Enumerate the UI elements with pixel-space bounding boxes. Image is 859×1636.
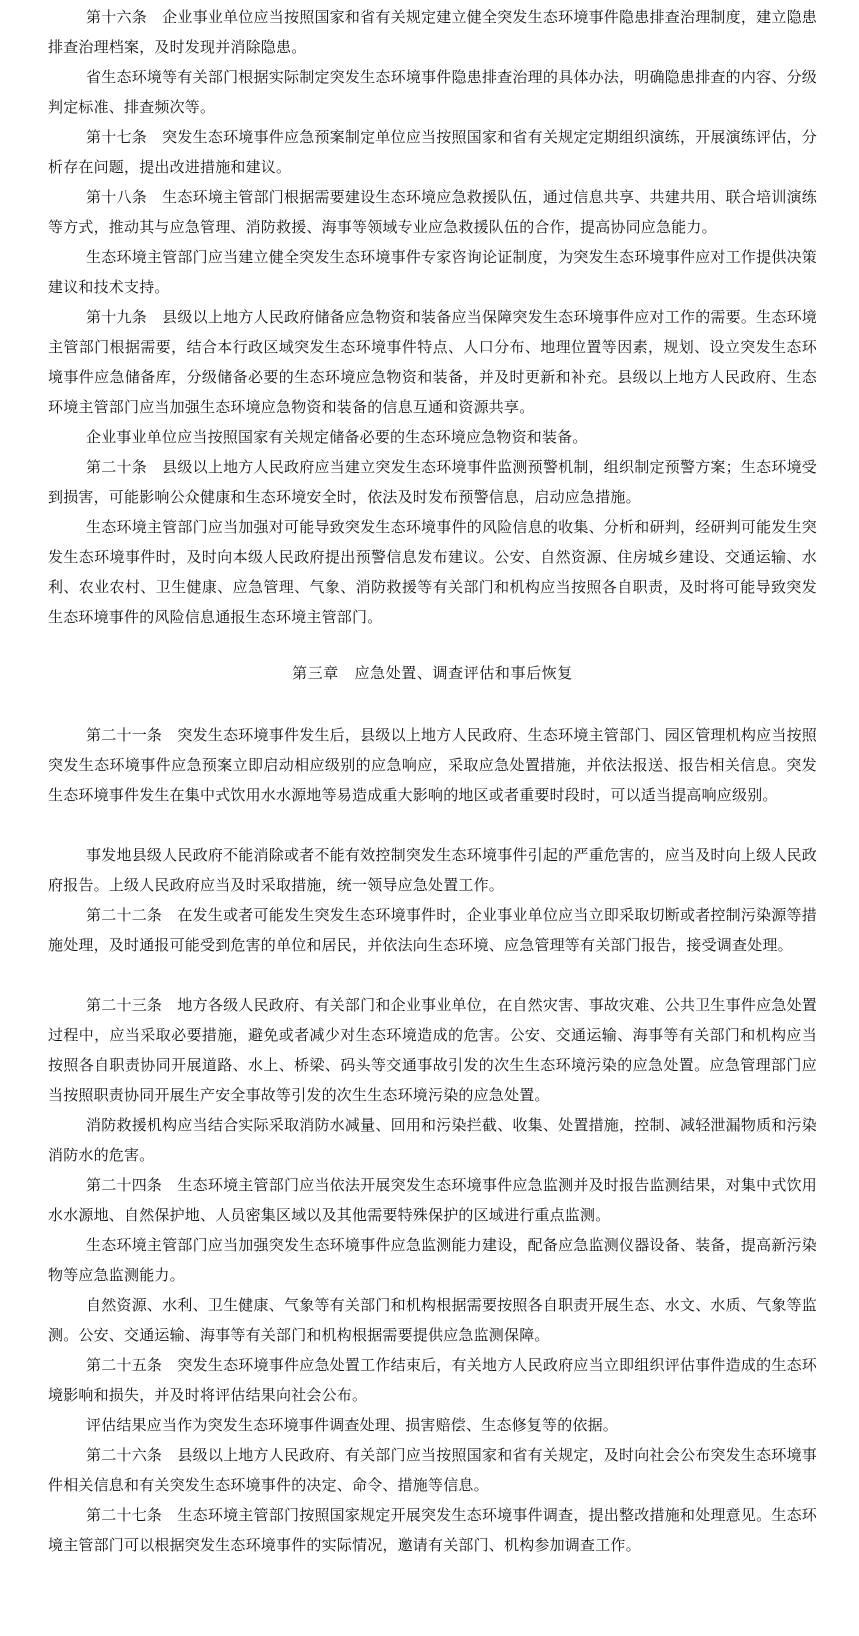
chapter-title: 第三章 应急处置、调查评估和事后恢复 [292,664,573,682]
article-20: 第二十条 县级以上地方人民政府应当建立突发生态环境事件监测预警机制，组织制定预警方案；生态环境受到损害，可能影响公众健康和生态环境安全时，依法及时发布预警信息，启动应急措施。 [48,458,817,506]
article-17: 第十七条 突发生态环境事件应急预案制定单位应当按照国家和省有关规定定期组织演练，开展演练评估，分析存在问题，提出改进措施和建议。 [48,128,817,176]
article-26: 第二十六条 县级以上地方人民政府、有关部门应当按照国家和省有关规定，及时向社会公布突发生态环境事件相关信息和有关突发生态环境事件的决定、命令、措施等信息。 [48,1446,817,1494]
article-18: 第十八条 生态环境主管部门根据需要建设生态环境应急救援队伍，通过信息共享、共建共用、联合培训演练等方式，推动其与应急管理、消防救援、海事等领域专业应急救援队伍的合作，提高协同应急能力。 [48,188,817,236]
paragraph-hazard-measures: 省生态环境等有关部门根据实际制定突发生态环境事件隐患排查治理的具体办法，明确隐患排查的内容、分级判定标准、排查频次等。 [48,68,817,116]
paragraph-enterprise-reserves: 企业事业单位应当按照国家有关规定储备必要的生态环境应急物资和装备。 [86,428,588,446]
article-19: 第十九条 县级以上地方人民政府储备应急物资和装备应当保障突发生态环境事件应对工作的需要。生态环境主管部门根据需要，结合本行政区域突发生态环境事件特点、人口分布、地理位置等因素，规划、设立突发生态环境事件应急储备库，分级储备必要的生态环境应急物资和装备，并及时更新和补充。县级以上地方人民政府、生态环境主管部门应当加强生态环境应急物资和装备的信息互通和资源共享。 [48,308,817,416]
paragraph-departments-monitoring: 自然资源、水利、卫生健康、气象等有关部门和机构根据需要按照各自职责开展生态、水文、水质、气象等监测。公安、交通运输、海事等有关部门和机构根据需要提供应急监测保障。 [48,1296,817,1344]
article-24: 第二十四条 生态环境主管部门应当依法开展突发生态环境事件应急监测并及时报告监测结果，对集中式饮用水水源地、自然保护地、人员密集区域以及其他需要特殊保护的区域进行重点监测。 [48,1176,817,1224]
article-23: 第二十三条 地方各级人民政府、有关部门和企业事业单位，在自然灾害、事故灾难、公共卫生事件应急处置过程中，应当采取必要措施，避免或者减少对生态环境造成的危害。公安、交通运输、海事等有关部门和机构应当按照各自职责协同开展道路、水上、桥梁、码头等交通事故引发的次生生态环境污染的应急处置。应急管理部门应当按照职责协同开展生产安全事故等引发的次生生态环境污染的应急处置。 [48,996,817,1104]
article-22: 第二十二条 在发生或者可能发生突发生态环境事件时，企业事业单位应当立即采取切断或者控制污染源等措施处理，及时通报可能受到危害的单位和居民，并依法向生态环境、应急管理等有关部门报告，接受调查处理。 [48,906,817,954]
paragraph-monitoring-capacity: 生态环境主管部门应当加强突发生态环境事件应急监测能力建设，配备应急监测仪器设备、装备，提高新污染物等应急监测能力。 [48,1236,817,1284]
article-21: 第二十一条 突发生态环境事件发生后，县级以上地方人民政府、生态环境主管部门、园区管理机构应当按照突发生态环境事件应急预案立即启动相应级别的应急响应，采取应急处置措施，并依法报送、报告相关信息。突发生态环境事件发生在集中式饮用水水源地等易造成重大影响的地区或者重要时段时，可以适当提高响应级别。 [48,726,817,804]
paragraph-expert-consultation: 生态环境主管部门应当建立健全突发生态环境事件专家咨询论证制度，为突发生态环境事件应对工作提供决策建议和技术支持。 [48,248,817,296]
article-27: 第二十七条 生态环境主管部门按照国家规定开展突发生态环境事件调查，提出整改措施和处理意见。生态环境主管部门可以根据突发生态环境事件的实际情况，邀请有关部门、机构参加调查工作。 [48,1506,817,1554]
paragraph-county-report: 事发地县级人民政府不能消除或者不能有效控制突发生态环境事件引起的严重危害的，应当及时向上级人民政府报告。上级人民政府应当及时采取措施，统一领导应急处置工作。 [48,846,817,894]
article-16: 第十六条 企业事业单位应当按照国家和省有关规定建立健全突发生态环境事件隐患排查治理制度，建立隐患排查治理档案，及时发现并消除隐患。 [48,8,817,56]
paragraph-fire-rescue: 消防救援机构应当结合实际采取消防水减量、回用和污染拦截、收集、处置措施，控制、减轻泄漏物质和污染消防水的危害。 [48,1116,817,1164]
paragraph-assessment-basis: 评估结果应当作为突发生态环境事件调查处理、损害赔偿、生态修复等的依据。 [86,1416,619,1434]
article-25: 第二十五条 突发生态环境事件应急处置工作结束后，有关地方人民政府应当立即组织评估事件造成的生态环境影响和损失，并及时将评估结果向社会公布。 [48,1356,817,1404]
paragraph-risk-information: 生态环境主管部门应当加强对可能导致突发生态环境事件的风险信息的收集、分析和研判，经研判可能发生突发生态环境事件时，及时向本级人民政府提出预警信息发布建议。公安、自然资源、住房城乡建设、交通运输、水利、农业农村、卫生健康、应急管理、气象、消防救援等有关部门和机构应当按照各自职责，及时将可能导致突发生态环境事件的风险信息通报生态环境主管部门。 [48,518,817,626]
